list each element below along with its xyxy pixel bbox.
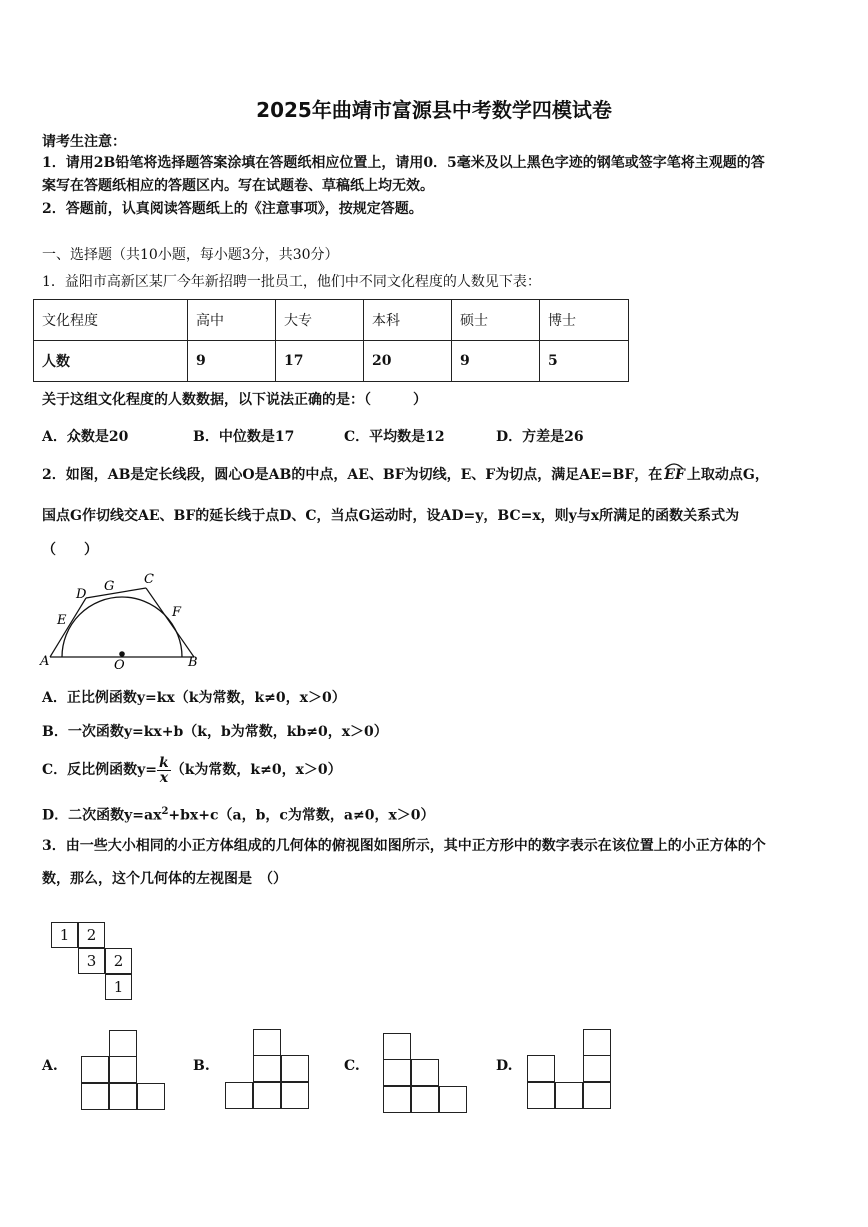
cube-square: [527, 1082, 555, 1109]
label-e: E: [57, 613, 67, 628]
semicircle-arc: [62, 597, 182, 657]
section-heading: 一、选择题（共10小题，每小题3分，共30分）: [42, 247, 339, 263]
q2-line-1-tail: 上取动点G，: [686, 467, 769, 483]
table-cell: 17: [276, 341, 364, 382]
grid-cell: 3: [78, 948, 105, 974]
q2-option-c[interactable]: [42, 750, 342, 790]
cube-square: [383, 1033, 411, 1060]
q3-line-1: 3．由一些大小相同的小正方体组成的几何体的俯视图如图所示，其中正方形中的数字表示在该位置上的小正方体的个: [42, 838, 766, 854]
grid-cell: 1: [51, 922, 78, 948]
notice-item-1-line-2: 案写在答题纸相应的答题区内。写在试题卷、草稿纸上均无效。: [42, 178, 434, 194]
q3-option-a-label[interactable]: A.: [42, 1058, 58, 1074]
cube-square: [439, 1086, 467, 1113]
table-row: [34, 341, 629, 382]
cube-square: [411, 1059, 439, 1086]
cube-square: [281, 1055, 309, 1082]
label-d: D: [76, 587, 87, 602]
q2-line-3: （ ）: [42, 542, 98, 558]
label-a: A: [40, 654, 50, 669]
cube-square: [81, 1083, 109, 1110]
cube-square: [583, 1029, 611, 1056]
table-header-cell: 本科: [364, 300, 452, 341]
cube-square: [527, 1055, 555, 1082]
semicircle-figure: [36, 568, 206, 672]
q2-option-c-tail: （k为常数，k≠0，x＞0）: [170, 762, 342, 778]
cube-square: [383, 1086, 411, 1113]
cube-square: [411, 1086, 439, 1113]
q2-line-1: [42, 465, 769, 485]
cube-square: [253, 1029, 281, 1056]
notice-item-1-line-1: 1．请用2B铅笔将选择题答案涂填在答题纸相应位置上，请用0．5毫米及以上黑色字迹的钢笔或签字笔将主观题的答: [42, 155, 765, 171]
cube-square: [253, 1055, 281, 1082]
line-cb: [146, 588, 194, 657]
notice-item-2: 2．答题前，认真阅读答题纸上的《注意事项》，按规定答题。: [42, 201, 423, 217]
table-cell: 9: [188, 341, 276, 382]
q2-option-d[interactable]: D．二次函数$y=ax^2+bx+c(a$，b，c为常数，a≠0，x＞0）: [42, 806, 435, 824]
table-cell: 人数: [34, 341, 188, 382]
q1-stem: 1．益阳市高新区某厂今年新招聘一批员工，他们中不同文化程度的人数见下表：: [42, 274, 541, 290]
cube-square: [225, 1082, 253, 1109]
cube-square: [383, 1059, 411, 1086]
q2-option-a[interactable]: A．正比例函数y=kx（k为常数，k≠0，x＞0）: [42, 690, 346, 706]
q2-option-b[interactable]: B．一次函数y=kx+b（k，b为常数，kb≠0，x＞0）: [42, 724, 388, 740]
cube-square: [109, 1030, 137, 1057]
cube-square: [109, 1056, 137, 1083]
table-header-cell: 博士: [540, 300, 629, 341]
q3-option-c-label[interactable]: C.: [344, 1058, 360, 1074]
q1-question: 关于这组文化程度的人数数据，以下说法正确的是：（ ）: [42, 392, 427, 408]
label-b: B: [188, 655, 198, 670]
grid-cell: 1: [105, 974, 132, 1000]
q2-line-1-text: 2．如图，AB是定长线段，圆心O是AB的中点，AE、BF为切线，E、F为切点，满足AE=BF，在: [42, 467, 663, 483]
notice-heading: 请考生注意：: [42, 134, 126, 150]
cube-square: [109, 1083, 137, 1110]
fraction-k-over-x: $\frac{k}{x}$: [159, 754, 169, 786]
table-header-cell: 文化程度: [34, 300, 188, 341]
table-cell: 9: [452, 341, 540, 382]
q1-option-d[interactable]: D．方差是26: [496, 429, 584, 445]
table-cell: 20: [364, 341, 452, 382]
page-title: 2025年曲靖市富源县中考数学四模试卷: [256, 98, 612, 122]
arc-ef-symbol: EF: [662, 465, 687, 485]
line-ad: [50, 598, 86, 657]
cube-square: [281, 1082, 309, 1109]
table-row: [34, 300, 629, 341]
q3-option-d-label[interactable]: D.: [496, 1058, 513, 1074]
table-cell: 5: [540, 341, 629, 382]
arc-icon: [663, 460, 685, 470]
q1-option-a[interactable]: A．众数是20: [42, 429, 129, 445]
q1-option-b[interactable]: B．中位数是17: [193, 429, 295, 445]
cube-square: [555, 1082, 583, 1109]
cube-square: [81, 1056, 109, 1083]
q3-line-2: 数，那么，这个几何体的左视图是 （）: [42, 871, 287, 887]
grid-cell: 2: [105, 948, 132, 974]
education-table: [33, 299, 629, 382]
q1-option-c[interactable]: C．平均数是12: [344, 429, 445, 445]
q2-option-c-text: C．反比例函数y=: [42, 762, 158, 778]
tangent-dc: [86, 588, 146, 598]
grid-cell: 2: [78, 922, 105, 948]
label-f: F: [172, 605, 182, 620]
cube-square: [583, 1055, 611, 1082]
label-c: C: [144, 572, 154, 587]
label-o: O: [114, 658, 125, 672]
cube-square: [137, 1083, 165, 1110]
q3-option-b-label[interactable]: B.: [193, 1058, 210, 1074]
cube-square: [583, 1082, 611, 1109]
table-header-cell: 高中: [188, 300, 276, 341]
cube-square: [253, 1082, 281, 1109]
table-header-cell: 大专: [276, 300, 364, 341]
q2-line-2: 国点G作切线交AE、BF的延长线于点D、C，当点G运动时，设AD=y，BC=x，则y与x所满足的函数关系式为: [42, 508, 740, 524]
label-g: G: [104, 579, 115, 594]
table-header-cell: 硕士: [452, 300, 540, 341]
center-point-o: [119, 651, 125, 657]
